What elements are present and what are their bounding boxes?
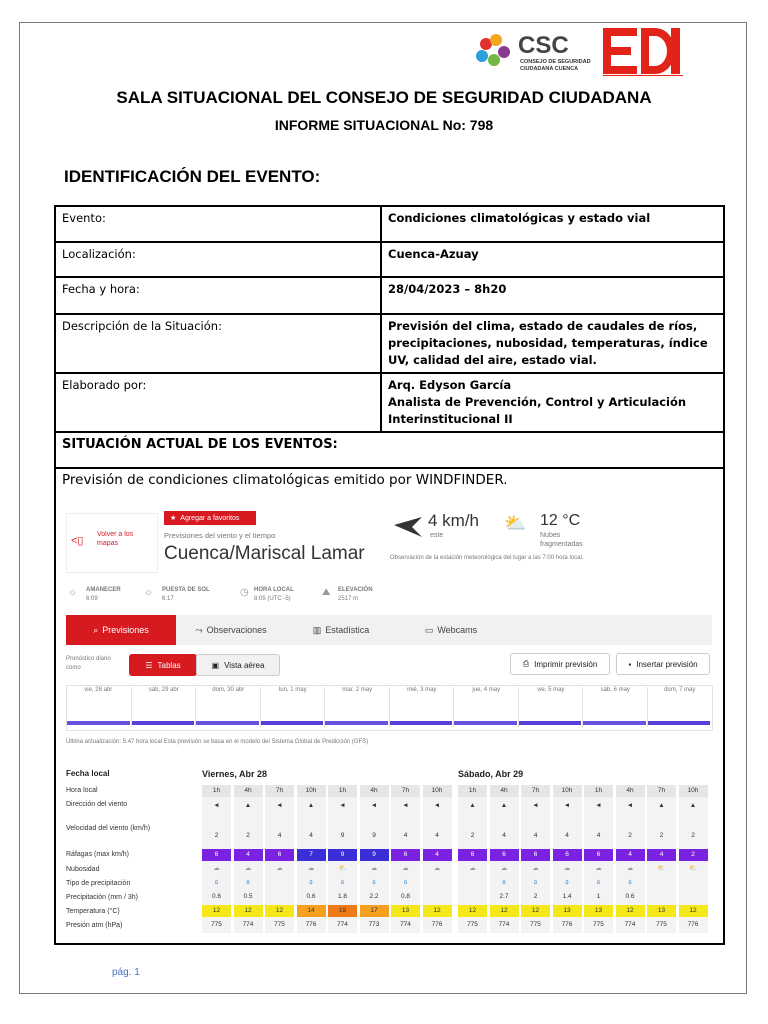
gust-cell: 4 [616, 849, 645, 861]
aerial-icon: ▣ [211, 660, 220, 670]
wind-speed-cell: 4 [502, 832, 506, 839]
sunrise-icon: ☼ [68, 587, 78, 598]
localtime-label: HORA LOCAL [254, 587, 294, 593]
pressure-cell: 774 [624, 921, 636, 928]
precip-cell: 0.6 [306, 893, 316, 900]
hour-cell: 10h [679, 785, 708, 797]
sunset-icon: ☼ [144, 587, 154, 598]
temp-cell: 13 [391, 905, 420, 917]
precip-cell: 0.8 [400, 893, 411, 900]
precip-cell: 2.7 [499, 893, 509, 900]
wind-direction-icon: ◄ [563, 802, 571, 809]
row-gusts-label: Ráfagas (max km/h) [66, 851, 130, 858]
cloud-icon: ⛅ [657, 865, 666, 872]
temp-cell: 12 [265, 905, 294, 917]
wind-speed-cell: 2 [470, 832, 475, 839]
hour-cell: 1h [458, 785, 487, 797]
precip-cell: 0.6 [625, 893, 635, 900]
pressure-cell: 773 [368, 921, 380, 928]
webcam-icon: ▭ [424, 624, 434, 635]
precip-type-icon: ٥ [502, 879, 506, 886]
aerial-button-label: Vista aérea [224, 660, 265, 670]
precip-type-icon: ٥ [214, 879, 219, 886]
gust-cell: 6 [202, 849, 231, 861]
precip-type-icon [423, 877, 452, 889]
wind-speed-cell: 2 [659, 832, 664, 839]
sunrise-label: AMANECER [86, 587, 121, 593]
elevation-value: 2517 m [338, 596, 359, 602]
location-name: Cuenca/Mariscal Lamar [164, 543, 365, 564]
wind-direction: este [430, 532, 444, 539]
tab-previsiones[interactable] [66, 615, 176, 645]
localizacion-label: Localización: [55, 242, 381, 277]
precip-cell: 1.4 [562, 893, 572, 900]
map-icon: <▯ [71, 535, 84, 547]
day-strip-label[interactable]: vie, 28 abr [84, 687, 113, 693]
hour-cell: 1h [328, 785, 357, 797]
clock-icon: ◷ [240, 587, 249, 598]
wind-direction-icon: ◄ [433, 802, 441, 809]
localtime-value: 8:05 (UTC -5) [254, 596, 291, 602]
temp-cell: 12 [202, 905, 231, 917]
wind-speed-cell: 4 [565, 832, 569, 839]
precip-type-icon: ٥ [309, 879, 313, 886]
sunrise-value: 6:09 [86, 596, 98, 602]
forecast-as-label: Pronóstico diario como [66, 656, 111, 671]
precip-cell: 2.2 [369, 893, 379, 900]
insert-icon: ▪ [628, 659, 632, 669]
day-strip-wind-bar [519, 721, 582, 725]
wind-speed-cell: 4 [277, 832, 282, 839]
temp-cell: 12 [616, 905, 645, 917]
pressure-cell: 774 [498, 921, 510, 928]
elaborado-value [381, 373, 724, 432]
row-winddir-label: Dirección del viento [66, 801, 128, 808]
temp-cell: 17 [360, 905, 389, 917]
wind-speed-cell: 9 [340, 832, 345, 839]
cloud-icon: ⛅ [688, 865, 698, 872]
table-icon: ☰ [145, 660, 153, 670]
pressure-cell: 775 [467, 921, 478, 928]
print-button[interactable] [510, 653, 610, 675]
gust-cell: 4 [234, 849, 263, 861]
day-strip-label[interactable]: mar, 2 may [324, 687, 390, 727]
localizacion-value: Cuenca-Azuay [381, 242, 724, 277]
day-strip-wind-bar [67, 721, 130, 725]
cloud-icon: ☁ [244, 865, 252, 872]
situacion-title: SITUACIÓN ACTUAL DE LOS EVENTOS: [55, 432, 724, 468]
wind-direction-icon: ▲ [658, 802, 665, 809]
star-icon: ★ [170, 515, 177, 522]
wind-direction-icon: ▲ [307, 802, 315, 809]
precip-type-icon [458, 877, 487, 889]
temp-cell: 12 [458, 905, 487, 917]
cloud-icon: ☁ [433, 865, 441, 872]
evento-value: Condiciones climatológicas y estado vial [381, 206, 724, 242]
wind-speed: 4 km/h [428, 511, 480, 530]
cloud-sun-icon: ⛅ [504, 513, 527, 533]
row-cloud-label: Nubosidad [66, 866, 100, 873]
elevation-label: ELEVACIÓN [338, 587, 373, 593]
temp-cell: 19 [328, 905, 357, 917]
wf-subtitle: Previsiones del viento y el tiempo [164, 531, 276, 540]
day-strip-label[interactable]: mié, 3 may [389, 687, 455, 727]
hour-cell: 1h [202, 785, 231, 797]
elaborado-label: Elaborado por: [55, 373, 381, 432]
gust-cell: 6 [265, 849, 294, 861]
insert-button[interactable] [616, 653, 710, 675]
tables-button-label: Tablas [157, 660, 181, 670]
precip-type-icon: ٥ [533, 879, 538, 886]
row-pressure-label: Presión atm (hPa) [66, 922, 123, 929]
tables-button[interactable] [129, 654, 197, 676]
precip-type-icon: ٥ [628, 879, 632, 886]
precip-cell: 0.6 [211, 893, 222, 900]
wind-speed-cell: 4 [533, 832, 538, 839]
gust-cell: 6 [391, 849, 420, 861]
temperature-now: 12 °C [540, 512, 581, 529]
pressure-cell: 774 [337, 921, 348, 928]
day-strip-wind-bar [261, 721, 324, 725]
pressure-cell: 775 [274, 921, 285, 928]
precip-type-icon: ٥ [246, 879, 250, 886]
hour-cell: 1h [584, 785, 613, 797]
day-strip-label[interactable]: sáb, 29 abr [131, 687, 197, 727]
precip-cell: 1.8 [337, 893, 348, 900]
wind-speed-cell: 2 [246, 832, 250, 839]
hour-cell: 4h [360, 785, 389, 797]
row-temp-label: Temperatura (°C) [66, 908, 120, 915]
wind-arrow-icon [392, 515, 426, 544]
wind-direction-icon: ▲ [469, 802, 476, 809]
temp-cell: 12 [234, 905, 263, 917]
temp-cell: 13 [553, 905, 582, 917]
gust-cell: 6 [553, 849, 582, 861]
row-precip-label: Precipitación (mm / 3h) [66, 894, 138, 901]
hour-cell: 10h [297, 785, 326, 797]
wind-speed-cell: 9 [372, 832, 376, 839]
gust-cell: 6 [490, 849, 519, 861]
mountain-icon: ⛰ [322, 587, 331, 598]
precip-type-icon [265, 877, 294, 889]
cloud-icon: ☁ [276, 865, 283, 872]
cloud-icon: ☁ [595, 865, 602, 872]
sunset-label: PUESTA DE SOL [162, 587, 210, 593]
precip-cell [647, 891, 676, 903]
day-strip-wind-bar [325, 721, 388, 725]
situacion-text: Previsión de condiciones climatológicas emitido por WINDFINDER. [62, 472, 508, 488]
temp-cell: 14 [297, 905, 326, 917]
wind-direction-icon: ◄ [532, 802, 539, 809]
row-windspeed-label: Velocidad del viento (km/h) [66, 825, 151, 832]
wind-speed-cell: 4 [596, 832, 601, 839]
day-strip-wind-bar [454, 721, 517, 725]
insert-button-label: Insertar previsión [636, 659, 698, 669]
temp-cell: 12 [521, 905, 550, 917]
temp-cell: 13 [584, 905, 613, 917]
back-box[interactable] [66, 513, 158, 573]
elaborado-role: Analista de Prevención, Control y Articulación Interinstitucional II [388, 395, 687, 426]
cloud-icon: ☁ [532, 865, 539, 872]
wind-speed-cell: 2 [691, 832, 695, 839]
gust-cell: 6 [458, 849, 487, 861]
pressure-cell: 776 [305, 921, 317, 928]
hour-cell: 7h [391, 785, 420, 797]
wind-direction-icon: ◄ [626, 802, 634, 809]
tab-estadistica[interactable] [286, 615, 396, 645]
sunset-value: 6:17 [162, 596, 174, 602]
gust-cell: 4 [647, 849, 676, 861]
wind-direction-icon: ◄ [370, 802, 378, 809]
fecha-value: 28/04/2023 – 8h20 [381, 277, 724, 314]
wind-direction-icon: ▲ [500, 802, 508, 809]
gust-cell: 6 [584, 849, 613, 861]
hour-cell: 4h [234, 785, 263, 797]
pressure-cell: 776 [561, 921, 573, 928]
precip-type-icon: ٥ [403, 879, 408, 886]
csc-logo [474, 30, 594, 76]
wind-direction-icon: ▲ [244, 802, 252, 809]
wind-speed-cell: 4 [435, 832, 439, 839]
day-strip-label[interactable]: dom, 30 abr [195, 687, 261, 727]
descripcion-value: Previsión del clima, estado de caudales de ríos, precipitaciones, nubosidad, temperaturas, índice UV, calidad del aire, estado vial. [381, 314, 724, 373]
forecast-icon: ⌕ [93, 624, 99, 635]
wind-direction-icon: ◄ [213, 802, 220, 809]
section-title: IDENTIFICACIÓN DEL EVENTO: [64, 167, 321, 186]
row-preciptype-label: Tipo de precipitación [66, 880, 131, 887]
cloud-icon: ☁ [402, 865, 409, 872]
stats-icon: ▥ [312, 624, 322, 635]
cloud-text: Nubes fragmentadas [540, 532, 583, 548]
day-strip-wind-bar [132, 721, 195, 725]
temp-cell: 12 [423, 905, 452, 917]
pressure-cell: 775 [211, 921, 222, 928]
day2-header: Sábado, Abr 29 [458, 769, 524, 779]
precip-type-icon: ٥ [372, 879, 376, 886]
hour-cell: 4h [490, 785, 519, 797]
precip-cell: 1 [596, 893, 601, 900]
descripcion-label: Descripción de la Situación: [55, 314, 381, 373]
precip-cell [265, 891, 294, 903]
pressure-cell: 775 [530, 921, 541, 928]
tab-webcams-label: Webcams [437, 625, 478, 635]
hour-cell: 7h [521, 785, 550, 797]
back-label: Volver a los mapas [97, 531, 134, 547]
date-header: Fecha local [66, 769, 110, 778]
page-number: pág. 1 [112, 967, 140, 978]
day-strip-wind-bar [583, 721, 646, 725]
cloud-icon: ☁ [563, 865, 571, 872]
cloud-icon: ☁ [307, 865, 315, 872]
row-hour-label: Hora local [66, 787, 98, 794]
gust-cell: 9 [360, 849, 389, 861]
pressure-cell: 774 [242, 921, 254, 928]
precip-cell [423, 891, 452, 903]
evento-label: Evento: [55, 206, 381, 242]
day-strip-label[interactable]: vie, 5 may [518, 687, 584, 727]
wind-direction-icon: ◄ [339, 802, 346, 809]
hour-cell: 7h [265, 785, 294, 797]
temp-cell: 13 [647, 905, 676, 917]
print-button-label: Imprimir previsión [534, 659, 598, 669]
tab-previsiones-label: Previsiones [102, 625, 149, 635]
fecha-label: Fecha y hora: [55, 277, 381, 314]
hour-cell: 7h [647, 785, 676, 797]
day1-header: Viernes, Abr 28 [202, 769, 268, 779]
hour-cell: 10h [423, 785, 452, 797]
pressure-cell: 776 [687, 921, 699, 928]
wind-direction-icon: ▲ [689, 802, 697, 809]
wind-speed-cell: 4 [309, 832, 313, 839]
report-number: INFORME SITUACIONAL No: 798 [274, 117, 494, 133]
wind-speed-cell: 4 [403, 832, 408, 839]
pressure-cell: 775 [593, 921, 604, 928]
cloud-icon: ☁ [626, 865, 634, 872]
day-strip-label[interactable]: dom, 7 may [647, 687, 713, 727]
tab-observaciones[interactable] [176, 615, 286, 645]
pressure-cell: 775 [656, 921, 667, 928]
print-icon: ⎙ [522, 659, 530, 668]
cloud-icon: ☁ [469, 865, 476, 872]
precip-type-icon [647, 877, 676, 889]
chart-icon: ⤳ [195, 624, 203, 635]
csc-logo-subtext: CONSEJO DE SEGURIDAD CIUDADANA CUENCA [520, 59, 591, 72]
page-title: SALA SITUACIONAL DEL CONSEJO DE SEGURIDAD CIUDADANA [116, 88, 652, 107]
windfinder-panel [58, 507, 714, 935]
day-strip-label[interactable]: jue, 4 may [453, 687, 519, 727]
day-strip-label[interactable]: lun, 1 may [260, 687, 326, 727]
day-strip-wind-bar [390, 721, 453, 725]
temp-cell: 12 [490, 905, 519, 917]
hour-cell: 10h [553, 785, 582, 797]
precip-type-icon: ٥ [596, 879, 601, 886]
cloud-icon: ☁ [370, 865, 378, 872]
wind-direction-icon: ◄ [402, 802, 409, 809]
cloud-icon: ☁ [213, 865, 220, 872]
pressure-cell: 774 [400, 921, 411, 928]
day-strip-label[interactable]: sáb, 6 may [582, 687, 648, 727]
wind-speed-cell: 2 [214, 832, 219, 839]
aerial-button[interactable] [196, 654, 280, 676]
precip-type-icon: ٥ [565, 879, 569, 886]
precip-cell: 0.5 [243, 893, 253, 900]
wind-direction-icon: ◄ [595, 802, 602, 809]
edi-logo [603, 28, 683, 76]
gust-cell: 6 [521, 849, 550, 861]
hour-cell: 4h [616, 785, 645, 797]
precip-cell [679, 891, 708, 903]
elaborado-name: Arq. Edyson García [388, 378, 512, 392]
precip-cell [458, 891, 487, 903]
precip-type-icon: ٥ [340, 879, 345, 886]
favorite-label: Agregar a favoritos [180, 514, 240, 522]
gust-cell: 9 [328, 849, 357, 861]
wind-direction-icon: ◄ [276, 802, 283, 809]
tab-webcams[interactable] [396, 615, 506, 645]
day-strip-wind-bar [648, 721, 711, 725]
gust-cell: 4 [423, 849, 452, 861]
update-note: Última actualización: 5:47 hora local Esta previsión se basa en el modelo del Sistema Global de Predicción (GFS) [66, 739, 369, 745]
cloud-icon: ☁ [500, 865, 508, 872]
csc-logo-text: CSC [518, 32, 569, 59]
wind-speed-cell: 2 [628, 832, 632, 839]
tab-observaciones-label: Observaciones [206, 625, 267, 635]
cloud-icon: ⛅ [338, 865, 347, 872]
precip-type-icon [679, 877, 708, 889]
tab-estadistica-label: Estadística [325, 625, 370, 635]
temp-cell: 12 [679, 905, 708, 917]
pressure-cell: 776 [431, 921, 443, 928]
favorite-button[interactable] [164, 511, 256, 525]
day-strip-wind-bar [196, 721, 259, 725]
precip-cell: 2 [533, 893, 538, 900]
gust-cell: 2 [679, 849, 708, 861]
gust-cell: 7 [297, 849, 326, 861]
observation-note: Observación de la estación meteorológica del lugar a las 7:00 hora local. [390, 555, 584, 561]
